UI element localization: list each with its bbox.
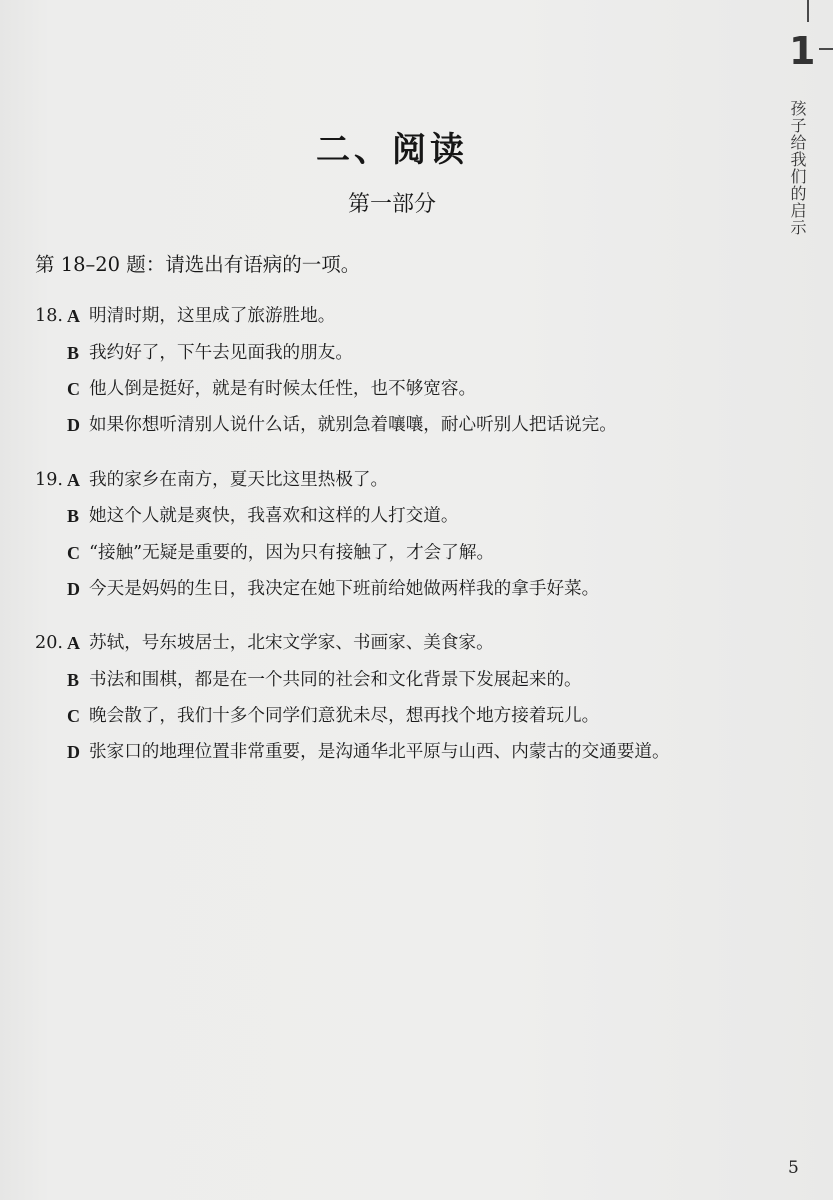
question-list bbox=[35, 298, 775, 789]
question-number: 19. bbox=[35, 469, 63, 490]
option-letter: A bbox=[67, 633, 80, 654]
option-text: 她这个人就是爽快，我喜欢和这样的人打交道。 bbox=[89, 506, 459, 527]
option-text: “接触”无疑是重要的，因为只有接触了，才会了解。 bbox=[89, 542, 495, 563]
option-text: 我约好了，下午去见面我的朋友。 bbox=[89, 342, 353, 363]
option-text: 他人倒是挺好，就是有时候太任性，也不够宽容。 bbox=[89, 378, 477, 399]
option-text: 我的家乡在南方，夏天比这里热极了。 bbox=[89, 469, 389, 490]
question-number: 20. bbox=[35, 633, 63, 654]
option-row bbox=[35, 498, 775, 534]
instruction: 第 18–20 题：请选出有语病的一项。 bbox=[35, 253, 361, 276]
option-text: 张家口的地理位置非常重要，是沟通华北平原与山西、内蒙古的交通要道。 bbox=[89, 742, 670, 763]
chapter-tab-line bbox=[807, 0, 809, 22]
option-row bbox=[35, 571, 775, 607]
option-row bbox=[35, 534, 775, 570]
option-row bbox=[35, 298, 775, 334]
option-row bbox=[35, 407, 775, 443]
question-number: 18. bbox=[35, 306, 63, 327]
chapter-title: 孩子给我们的启示 bbox=[788, 100, 807, 236]
option-text: 书法和围棋，都是在一个共同的社会和文化背景下发展起来的。 bbox=[89, 669, 582, 690]
option-letter: A bbox=[67, 469, 80, 490]
option-letter: C bbox=[67, 542, 80, 563]
option-text: 今天是妈妈的生日，我决定在她下班前给她做两样我的拿手好菜。 bbox=[89, 578, 600, 599]
option-row bbox=[35, 662, 775, 698]
option-letter: B bbox=[67, 506, 80, 527]
option-letter: B bbox=[67, 669, 80, 690]
option-letter: C bbox=[67, 378, 80, 399]
option-letter: C bbox=[67, 706, 80, 727]
chapter-tab-dash bbox=[819, 48, 833, 50]
option-row bbox=[35, 698, 775, 734]
option-letter: B bbox=[67, 342, 80, 363]
option-letter: A bbox=[67, 306, 80, 327]
option-letter: D bbox=[67, 742, 80, 763]
page-number: 5 bbox=[788, 1158, 799, 1178]
section-subtitle: 第一部分 bbox=[347, 192, 436, 217]
section-title: 二、阅读 bbox=[316, 130, 468, 170]
option-row bbox=[35, 625, 775, 661]
option-row bbox=[35, 734, 775, 770]
question-19 bbox=[35, 462, 775, 608]
option-row bbox=[35, 462, 775, 498]
option-letter: D bbox=[67, 415, 80, 436]
question-18 bbox=[35, 298, 775, 444]
option-letter: D bbox=[67, 578, 80, 599]
chapter-number: 1 bbox=[789, 29, 816, 73]
question-20 bbox=[35, 625, 775, 771]
option-text: 晚会散了，我们十多个同学们意犹未尽，想再找个地方接着玩儿。 bbox=[89, 706, 600, 727]
option-row bbox=[35, 371, 775, 407]
option-row bbox=[35, 334, 775, 370]
option-text: 明清时期，这里成了旅游胜地。 bbox=[89, 306, 336, 327]
option-text: 如果你想听清别人说什么话，就别急着嚷嚷，耐心听别人把话说完。 bbox=[89, 415, 617, 436]
option-text: 苏轼，号东坡居士，北宋文学家、书画家、美食家。 bbox=[89, 633, 494, 654]
